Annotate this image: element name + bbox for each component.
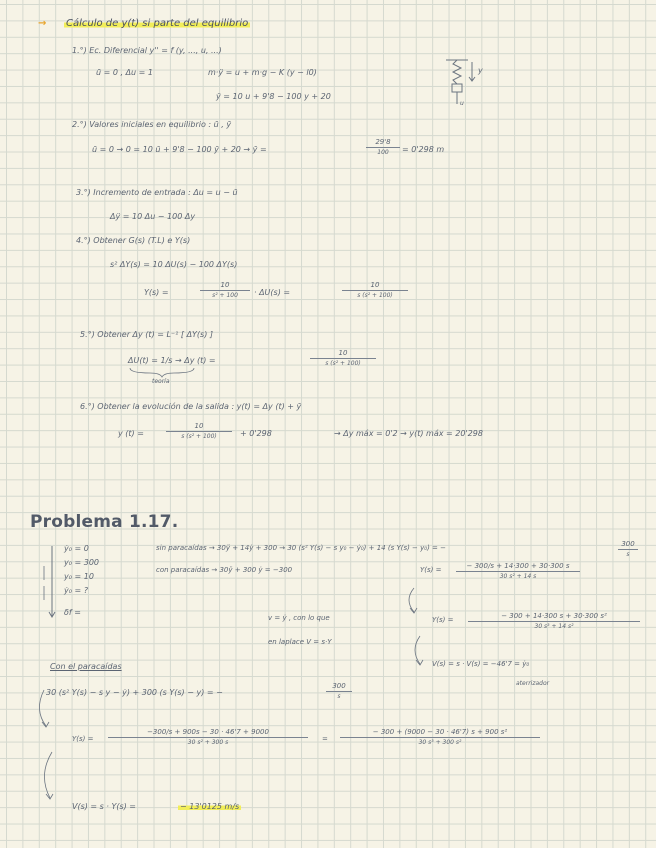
vs-note: aterrizador (516, 680, 550, 687)
problem-init-3: ẏ₀ = ? (64, 586, 88, 595)
step4-fraction-1: $\frac{10}{\text{s² + 100}}$ (200, 281, 250, 299)
spring-label-u: u (460, 100, 464, 107)
step6-equation: y (t) = (118, 429, 144, 438)
step4-label: 4.°) Obtener G(s) (T.L) e Y(s) (76, 236, 191, 245)
without-parachute-fraction: $\frac{300}{s}$ (618, 540, 638, 558)
step6-fraction: $\frac{10}{\text{s (s² + 100)}}$ (166, 422, 232, 440)
step1-label: 1.°) Ec. Diferencial y'' = f (y, ..., u, ...) (72, 46, 222, 55)
with-parachute-equation: 30 (s² Y(s) − s y − ẏ) + 300 (s Y(s) − y) = − (46, 688, 223, 697)
step5-equation: ΔU(t) = 1/s → Δy (t) = (128, 356, 216, 365)
ys2-label: Y(s) = (432, 616, 454, 624)
page-title: Cálculo de y(t) si parte del equilibrio (66, 18, 249, 29)
ys-right-fraction: $\frac{- 300/s + 14\cdot 300 + 30\cdot 300 s}{\text{30 s² + 14 s}}$ (456, 562, 580, 580)
step2-equation: ū = 0 → 0 = 10 ū + 9'8 − 100 ȳ + 20 → ȳ = (92, 145, 267, 154)
problem-init-0: ẏ₀ = 0 (64, 544, 89, 553)
note-velocity-line-1: v = ẏ , con lo que (268, 614, 330, 622)
step4-equation-1: s² ΔY(s) = 10 ΔU(s) − 100 ΔY(s) (110, 260, 238, 269)
step2-fraction: $\frac{29'8}{100}$ (366, 138, 400, 156)
with-parachute-heading: Con el paracaídas (50, 662, 122, 671)
vs-line: V(s) = s · V(s) = −46'7 = ẏ₀ (432, 660, 530, 668)
ys3-fraction-2: $\frac{\text{− 300 + (9000 − 30 · 46'7) s + 900 s²}}{\text{30 s³ + 300 s²}}$ (340, 728, 540, 746)
spring-label-y: y (478, 66, 483, 75)
step4-middle: · ΔU(s) = (254, 288, 291, 297)
final-result: − 13'0125 m/s (180, 802, 240, 811)
problem-title: Problema 1.17. (30, 512, 179, 532)
note-velocity-line-2: en laplace V = s·Y (268, 638, 332, 646)
step1-equation-1: m·ÿ = u + m·g − K (y − l0) (208, 68, 317, 77)
ys3-label: Y(s) = (72, 735, 94, 743)
step2-label: 2.°) Valores iniciales en equilibrio : ū , ȳ (72, 120, 232, 129)
ys3-fraction-1: $\frac{-300/s + 900s - 30 \cdot 46'7 + 9000}{\text{30 s² + 300 s}}$ (108, 728, 308, 746)
final-equation: V(s) = s · Y(s) = (72, 802, 137, 811)
problem-init-2: y₀ = 10 (64, 572, 94, 581)
problem-init-4: δf = (64, 608, 81, 617)
step6-plus: + 0'298 (240, 429, 272, 438)
step6-label: 6.°) Obtener la evolución de la salida : y(t) = Δy (t) + ȳ (80, 402, 302, 411)
title-arrow: → (38, 18, 47, 29)
step4-ys-label: Y(s) = (144, 288, 169, 297)
step4-fraction-2: $\frac{10}{\text{s (s² + 100)}}$ (342, 281, 408, 299)
with-parachute-line: con paracaídas → 30ÿ + 300 ẏ = −300 (156, 566, 293, 574)
step3-label: 3.°) Incremento de entrada : Δu = u − ū (76, 188, 238, 197)
step1-equation-2: ÿ = 10 u + 9'8 − 100 y + 20 (216, 92, 331, 101)
step5-teoria-note: teoría (152, 378, 170, 385)
ys-right-label: Y(s) = (420, 566, 442, 574)
step1-initial: ū = 0 , Δu = 1 (96, 68, 153, 77)
ys2-fraction: $\frac{\text{− 300 + 14·300 s + 30·300 s²}}{\text{30 s³ + 14 s²}}$ (468, 612, 640, 630)
with-parachute-fraction: $\frac{300}{s}$ (326, 682, 352, 700)
problem-init-1: y₀ = 300 (64, 558, 99, 567)
step3-equation: Δÿ = 10 Δu − 100 Δy (110, 212, 196, 221)
step2-result: = 0'298 m (402, 145, 445, 154)
step5-label: 5.°) Obtener Δy (t) = L⁻¹ [ ΔY(s) ] (80, 330, 213, 339)
without-parachute-line: sin paracaídas → 30ÿ + 14ẏ + 300 → 30 (s² Y(s) − s y₀ − ẏ₀) + 14 (s Y(s) − y₀) = − (156, 544, 447, 552)
ys3-equals: = (322, 735, 328, 743)
step5-fraction: $\frac{10}{\text{s (s² + 100)}}$ (310, 349, 376, 367)
step6-result: → Δy máx = 0'2 → y(t) máx = 20'298 (334, 429, 483, 438)
